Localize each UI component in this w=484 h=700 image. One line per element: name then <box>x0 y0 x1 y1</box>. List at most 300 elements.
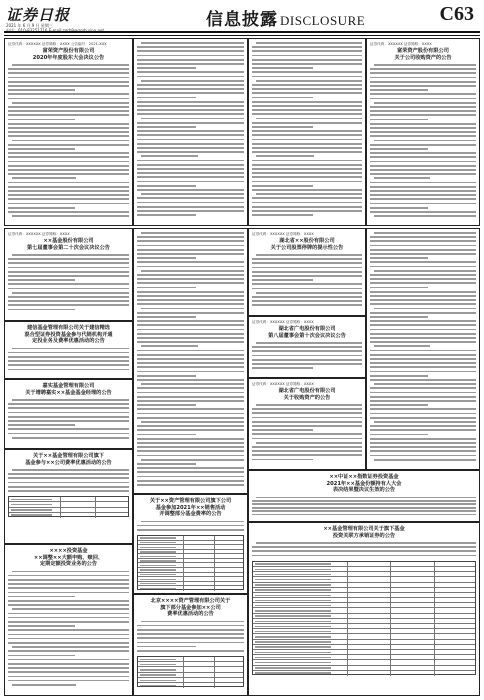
table-cell-text <box>255 574 331 575</box>
body-text-line <box>252 197 362 199</box>
body-text-line <box>8 258 129 260</box>
body-text-line <box>8 596 75 598</box>
body-text-line <box>252 510 476 512</box>
body-text-line <box>252 134 362 136</box>
body-text-line <box>137 633 244 635</box>
body-text-line <box>12 140 129 142</box>
body-text-line <box>8 416 129 418</box>
body-text-line <box>252 122 362 124</box>
body-text-line <box>252 168 362 170</box>
body-text-line <box>370 434 428 436</box>
body-text-line <box>137 312 244 314</box>
stock-code-line: 证券代码：XXXXXX 证券简称：XXXX <box>8 232 70 236</box>
body-text-line <box>137 324 244 326</box>
body-text-line <box>12 102 129 104</box>
table-cell-text <box>255 636 331 637</box>
body-text-line <box>374 308 476 310</box>
body-text-line <box>8 638 129 640</box>
body-text-line <box>370 152 476 154</box>
body-text-line <box>8 106 129 108</box>
body-text-line <box>252 346 362 348</box>
body-text-line <box>12 292 129 294</box>
article-box <box>248 470 480 522</box>
body-text-line <box>252 151 362 153</box>
table-cell-text <box>140 680 176 681</box>
body-text-line <box>370 211 476 213</box>
article-headline: 富荣资产股份有限公司 <box>42 48 95 54</box>
body-text-line <box>370 333 476 335</box>
body-text-line <box>252 450 362 452</box>
table-cell-text <box>255 662 331 663</box>
body-text-line <box>370 446 476 448</box>
body-text-line <box>374 232 476 234</box>
body-text-line <box>252 92 362 94</box>
body-text-line <box>370 156 476 158</box>
body-text-line <box>370 119 428 121</box>
body-text-line <box>137 176 244 178</box>
body-text-line <box>137 650 244 652</box>
body-text-line <box>137 471 244 473</box>
body-text-line <box>137 463 196 465</box>
body-text-line <box>141 459 244 461</box>
body-text-line <box>137 88 244 90</box>
body-text-line <box>252 206 362 208</box>
article-box <box>248 228 366 316</box>
body-text-line <box>370 207 428 209</box>
body-text-line <box>370 186 476 188</box>
article-box <box>366 228 480 470</box>
body-text-line <box>137 97 196 99</box>
body-text-line <box>137 320 244 322</box>
article-headline: ××中证××指数证券投资基金 <box>329 474 399 480</box>
body-text-line <box>252 296 362 298</box>
body-text-line <box>8 194 129 196</box>
body-text-line <box>137 63 244 65</box>
body-text-line <box>374 177 430 179</box>
body-text-line <box>137 434 196 436</box>
body-text-line <box>12 399 129 401</box>
body-text-line <box>137 261 244 263</box>
body-text-line <box>374 459 476 461</box>
article-headline: 嘉实基金管理有限公司 <box>42 383 95 389</box>
body-text-line <box>8 424 75 426</box>
body-text-line <box>8 203 129 205</box>
article-headline: 定投业务及费率优惠活动的公告 <box>32 338 105 344</box>
article-headline: 关于公司收购资产的公告 <box>394 54 452 61</box>
body-text-line <box>137 206 244 208</box>
body-text-line <box>252 109 362 111</box>
article-headline: 关于收购资产的公告 <box>283 394 331 401</box>
body-text-line <box>137 55 244 57</box>
body-text-line <box>137 101 244 103</box>
body-text-line <box>370 194 476 196</box>
body-text-line <box>8 262 129 264</box>
body-text-line <box>370 198 476 200</box>
body-text-line <box>8 621 129 623</box>
table-cell-text <box>255 672 331 673</box>
article-box <box>366 38 480 226</box>
body-text-line <box>8 642 129 644</box>
table-cell-text <box>140 569 176 570</box>
body-text-line <box>12 177 76 179</box>
body-text-line <box>256 155 314 157</box>
body-text-line <box>137 455 244 457</box>
body-text-line <box>370 165 476 167</box>
table-cell-text <box>140 583 176 584</box>
body-text-line <box>137 637 244 639</box>
body-text-line <box>256 118 362 120</box>
body-text-line <box>252 147 362 149</box>
body-text-line <box>8 211 129 213</box>
body-text-line <box>370 249 476 251</box>
body-text-line <box>137 358 244 360</box>
body-text-line <box>370 203 476 205</box>
body-text-line <box>252 429 313 431</box>
body-text-line <box>8 271 129 273</box>
body-text-line <box>8 625 75 627</box>
body-text-line <box>141 80 244 82</box>
body-text-line <box>256 42 362 44</box>
table-cell-text <box>11 504 52 505</box>
body-text-line <box>8 403 129 405</box>
body-text-line <box>12 348 129 350</box>
body-text-line <box>8 198 129 200</box>
body-text-line <box>8 98 129 100</box>
body-text-line <box>8 587 129 589</box>
body-text-line <box>256 254 362 256</box>
body-text-line <box>141 621 244 623</box>
body-text-line <box>370 387 476 389</box>
body-text-line <box>252 275 362 277</box>
body-text-line <box>137 400 244 402</box>
article-box <box>4 228 133 321</box>
body-text-line <box>256 497 476 499</box>
body-text-line <box>252 46 362 48</box>
body-text-line <box>252 76 362 78</box>
body-text-line <box>252 126 313 128</box>
body-text-line <box>8 659 129 661</box>
body-text-line <box>137 147 244 149</box>
body-text-line <box>137 109 244 111</box>
table-cell-text <box>11 509 52 510</box>
body-text-line <box>252 88 362 90</box>
body-text-line <box>252 408 362 410</box>
body-text-line <box>370 274 476 276</box>
body-text-line <box>370 324 476 326</box>
body-text-line <box>8 655 75 657</box>
body-text-line <box>8 89 75 91</box>
body-text-line <box>370 400 476 402</box>
masthead-logo: 证券日报 <box>6 6 71 24</box>
body-text-line <box>137 185 196 187</box>
body-text-line <box>8 680 129 682</box>
body-text-line <box>8 473 129 475</box>
body-text-line <box>8 123 129 125</box>
table-cell-text <box>140 565 176 566</box>
body-text-line <box>141 345 198 347</box>
article-headline: 混合型证券投资基金参与代销机构开通 <box>24 331 113 338</box>
body-text-line <box>137 337 244 339</box>
body-text-line <box>137 181 244 183</box>
body-text-line <box>137 126 196 128</box>
body-text-line <box>137 625 244 627</box>
table-cell-text <box>255 646 331 647</box>
body-text-line <box>8 93 129 95</box>
body-text-line <box>252 350 362 352</box>
body-text-line <box>137 266 244 268</box>
body-text-line <box>252 210 362 212</box>
body-text-line <box>8 127 129 129</box>
body-text-line <box>252 555 476 557</box>
body-text-line <box>137 197 244 199</box>
article-headline: 湖北省广电股份有限公司 <box>278 326 336 332</box>
body-text-line <box>137 371 244 373</box>
body-text-line <box>370 417 476 419</box>
body-text-line <box>137 160 244 162</box>
data-table <box>252 561 476 675</box>
body-text-line <box>12 437 129 439</box>
table-cell-text <box>255 641 331 642</box>
body-text-line <box>137 168 244 170</box>
body-text-line <box>137 408 244 410</box>
body-text-line <box>252 359 362 361</box>
body-text-line <box>370 106 476 108</box>
body-text-line <box>370 379 476 381</box>
body-text-line <box>8 81 129 83</box>
body-text-line <box>141 155 198 157</box>
table-cell-text <box>140 542 176 543</box>
body-text-line <box>252 262 362 264</box>
body-text-line <box>8 369 129 371</box>
table-cell-text <box>140 588 176 589</box>
body-text-line <box>8 667 129 669</box>
table-cell-text <box>140 674 176 675</box>
body-text-line <box>8 267 129 269</box>
table-cell-text <box>255 579 331 580</box>
table-cell-text <box>255 610 331 611</box>
body-text-line <box>137 67 196 69</box>
body-text-line <box>370 173 476 175</box>
body-text-line <box>252 59 362 61</box>
article-box <box>133 228 248 494</box>
table-cell-text <box>255 615 331 616</box>
article-headline: 表决结果暨决议生效的公告 <box>332 487 396 493</box>
body-text-line <box>137 341 244 343</box>
article-box <box>4 321 133 379</box>
table-cell-text <box>140 659 176 660</box>
body-text-line <box>370 98 476 100</box>
body-text-line <box>374 102 476 104</box>
body-text-line <box>8 161 129 163</box>
article-headline: 第七届董事会第二十次会议决议公告 <box>26 244 110 251</box>
article-headline: 关于公司股票停牌的提示性公告 <box>270 244 344 251</box>
body-text-line <box>12 646 129 648</box>
article-headline: 建信基金管理有限公司关于建信精选 <box>26 325 110 331</box>
body-text-line <box>137 446 244 448</box>
table-cell-text <box>255 621 331 622</box>
body-text-line <box>252 446 362 448</box>
body-text-line <box>370 81 476 83</box>
body-text-line <box>252 550 476 552</box>
body-text-line <box>141 421 244 423</box>
body-text-line <box>8 144 129 146</box>
body-text-line <box>8 490 129 492</box>
body-text-line <box>252 50 362 52</box>
body-text-line <box>141 42 244 44</box>
table-cell-text <box>140 574 176 575</box>
body-text-line <box>137 113 244 115</box>
body-text-line <box>137 450 244 452</box>
body-text-line <box>137 329 244 331</box>
article-box <box>248 378 366 470</box>
body-text-line <box>12 215 129 217</box>
body-text-line <box>252 367 313 369</box>
stock-code-line: 证券代码：XXXXXX 证券简称：XXXX <box>252 232 314 236</box>
body-text-line <box>137 438 244 440</box>
table-row <box>138 586 243 591</box>
body-text-line <box>252 514 476 516</box>
body-text-line <box>252 279 313 281</box>
body-text-line <box>256 342 362 344</box>
body-text-line <box>370 236 476 238</box>
body-text-line <box>370 358 476 360</box>
body-text-line <box>370 261 476 263</box>
article-headline: 湖北省××股份有限公司 <box>279 238 335 244</box>
article-headline: ××××投资基金 <box>49 548 88 554</box>
table-cell-text <box>140 547 176 548</box>
body-text-line <box>12 608 129 610</box>
body-text-line <box>252 202 362 204</box>
body-text-line <box>370 135 476 137</box>
body-text-line <box>137 299 244 301</box>
article-headline: ××基金股份有限公司 <box>43 238 94 244</box>
article-headline: 费率优惠活动的公告 <box>167 611 214 617</box>
body-text-line <box>370 408 476 410</box>
body-text-line <box>370 89 428 91</box>
body-text-line <box>137 525 244 527</box>
table-cell-text <box>255 667 331 668</box>
article-box <box>248 522 480 696</box>
body-text-line <box>137 76 244 78</box>
body-text-line <box>252 438 362 440</box>
article-headline: 旗下部分基金参加××公司 <box>160 604 221 611</box>
table-cell-text <box>140 669 176 670</box>
article-box <box>4 38 133 226</box>
body-text-line <box>8 604 129 606</box>
body-text-line <box>137 476 244 478</box>
body-text-line <box>141 232 244 234</box>
body-text-line <box>137 189 244 191</box>
body-text-line <box>137 287 196 289</box>
article-headline: 基金参与××公司费率优惠活动的公告 <box>25 459 112 466</box>
body-text-line <box>137 50 244 52</box>
body-text-line <box>8 412 129 414</box>
table-cell-text <box>11 514 52 515</box>
table-cell-text <box>255 605 331 606</box>
body-text-line <box>8 629 129 631</box>
body-text-line <box>141 521 244 523</box>
body-text-line <box>137 303 244 305</box>
section-title-cn: 信息披露 <box>206 10 278 30</box>
table-cell-text <box>255 600 331 601</box>
body-text-line <box>8 428 129 430</box>
body-text-line <box>137 480 244 482</box>
section-title <box>206 5 365 30</box>
body-text-line <box>12 684 76 686</box>
body-text-line <box>252 412 362 414</box>
table-cell-text <box>255 631 331 632</box>
table-row <box>253 671 475 676</box>
body-text-line <box>370 287 428 289</box>
body-text-line <box>256 442 362 444</box>
body-text-line <box>8 173 129 175</box>
article-headline: 投资关联方承销证券的公告 <box>332 532 396 539</box>
body-text-line <box>137 529 244 531</box>
body-text-line <box>137 122 244 124</box>
body-text-line <box>370 144 476 146</box>
body-text-line <box>252 181 362 183</box>
table-cell-text <box>140 556 176 557</box>
article-headline: ××调整××大额申购、赎回、 <box>33 554 104 561</box>
body-text-line <box>252 258 362 260</box>
body-text-line <box>8 407 129 409</box>
body-text-line <box>8 663 129 665</box>
body-text-line <box>252 55 362 57</box>
body-text-line <box>370 282 476 284</box>
body-text-line <box>252 433 362 435</box>
stock-code-line: 证券代码：XXXXXX 证券简称：XXXX <box>252 382 314 386</box>
page-number: C63 <box>439 3 474 25</box>
body-text-line <box>137 316 196 318</box>
body-text-line <box>370 123 476 125</box>
body-text-line <box>8 482 129 484</box>
body-text-line <box>8 190 129 192</box>
body-text-line <box>12 254 129 256</box>
body-text-line <box>252 283 362 285</box>
body-text-line <box>370 299 476 301</box>
body-text-line <box>141 383 244 385</box>
body-text-line <box>8 575 129 577</box>
body-text-line <box>256 80 362 82</box>
body-text-line <box>370 190 476 192</box>
body-text-line <box>8 207 75 209</box>
article-headline: 定期定额投资业务的公告 <box>39 561 98 567</box>
body-text-line <box>137 425 244 427</box>
body-text-line <box>137 274 244 276</box>
body-text-line <box>370 329 476 331</box>
body-text-line <box>137 278 244 280</box>
body-text-line <box>8 296 129 298</box>
body-text-line <box>8 634 129 636</box>
body-text-line <box>137 59 244 61</box>
body-text-line <box>252 421 362 423</box>
body-text-line <box>137 429 244 431</box>
article-box <box>133 594 248 696</box>
body-text-line <box>8 152 129 154</box>
article-box <box>248 316 366 378</box>
data-table <box>137 656 244 687</box>
body-text-line <box>252 503 476 505</box>
body-text-line <box>8 148 75 150</box>
body-text-line <box>8 676 129 678</box>
body-text-line <box>8 85 129 87</box>
body-text-line <box>141 193 244 195</box>
body-text-line <box>8 114 129 116</box>
body-text-line <box>141 118 244 120</box>
body-text-line <box>370 450 476 452</box>
table-cell-text <box>255 657 331 658</box>
article-box <box>4 449 133 544</box>
